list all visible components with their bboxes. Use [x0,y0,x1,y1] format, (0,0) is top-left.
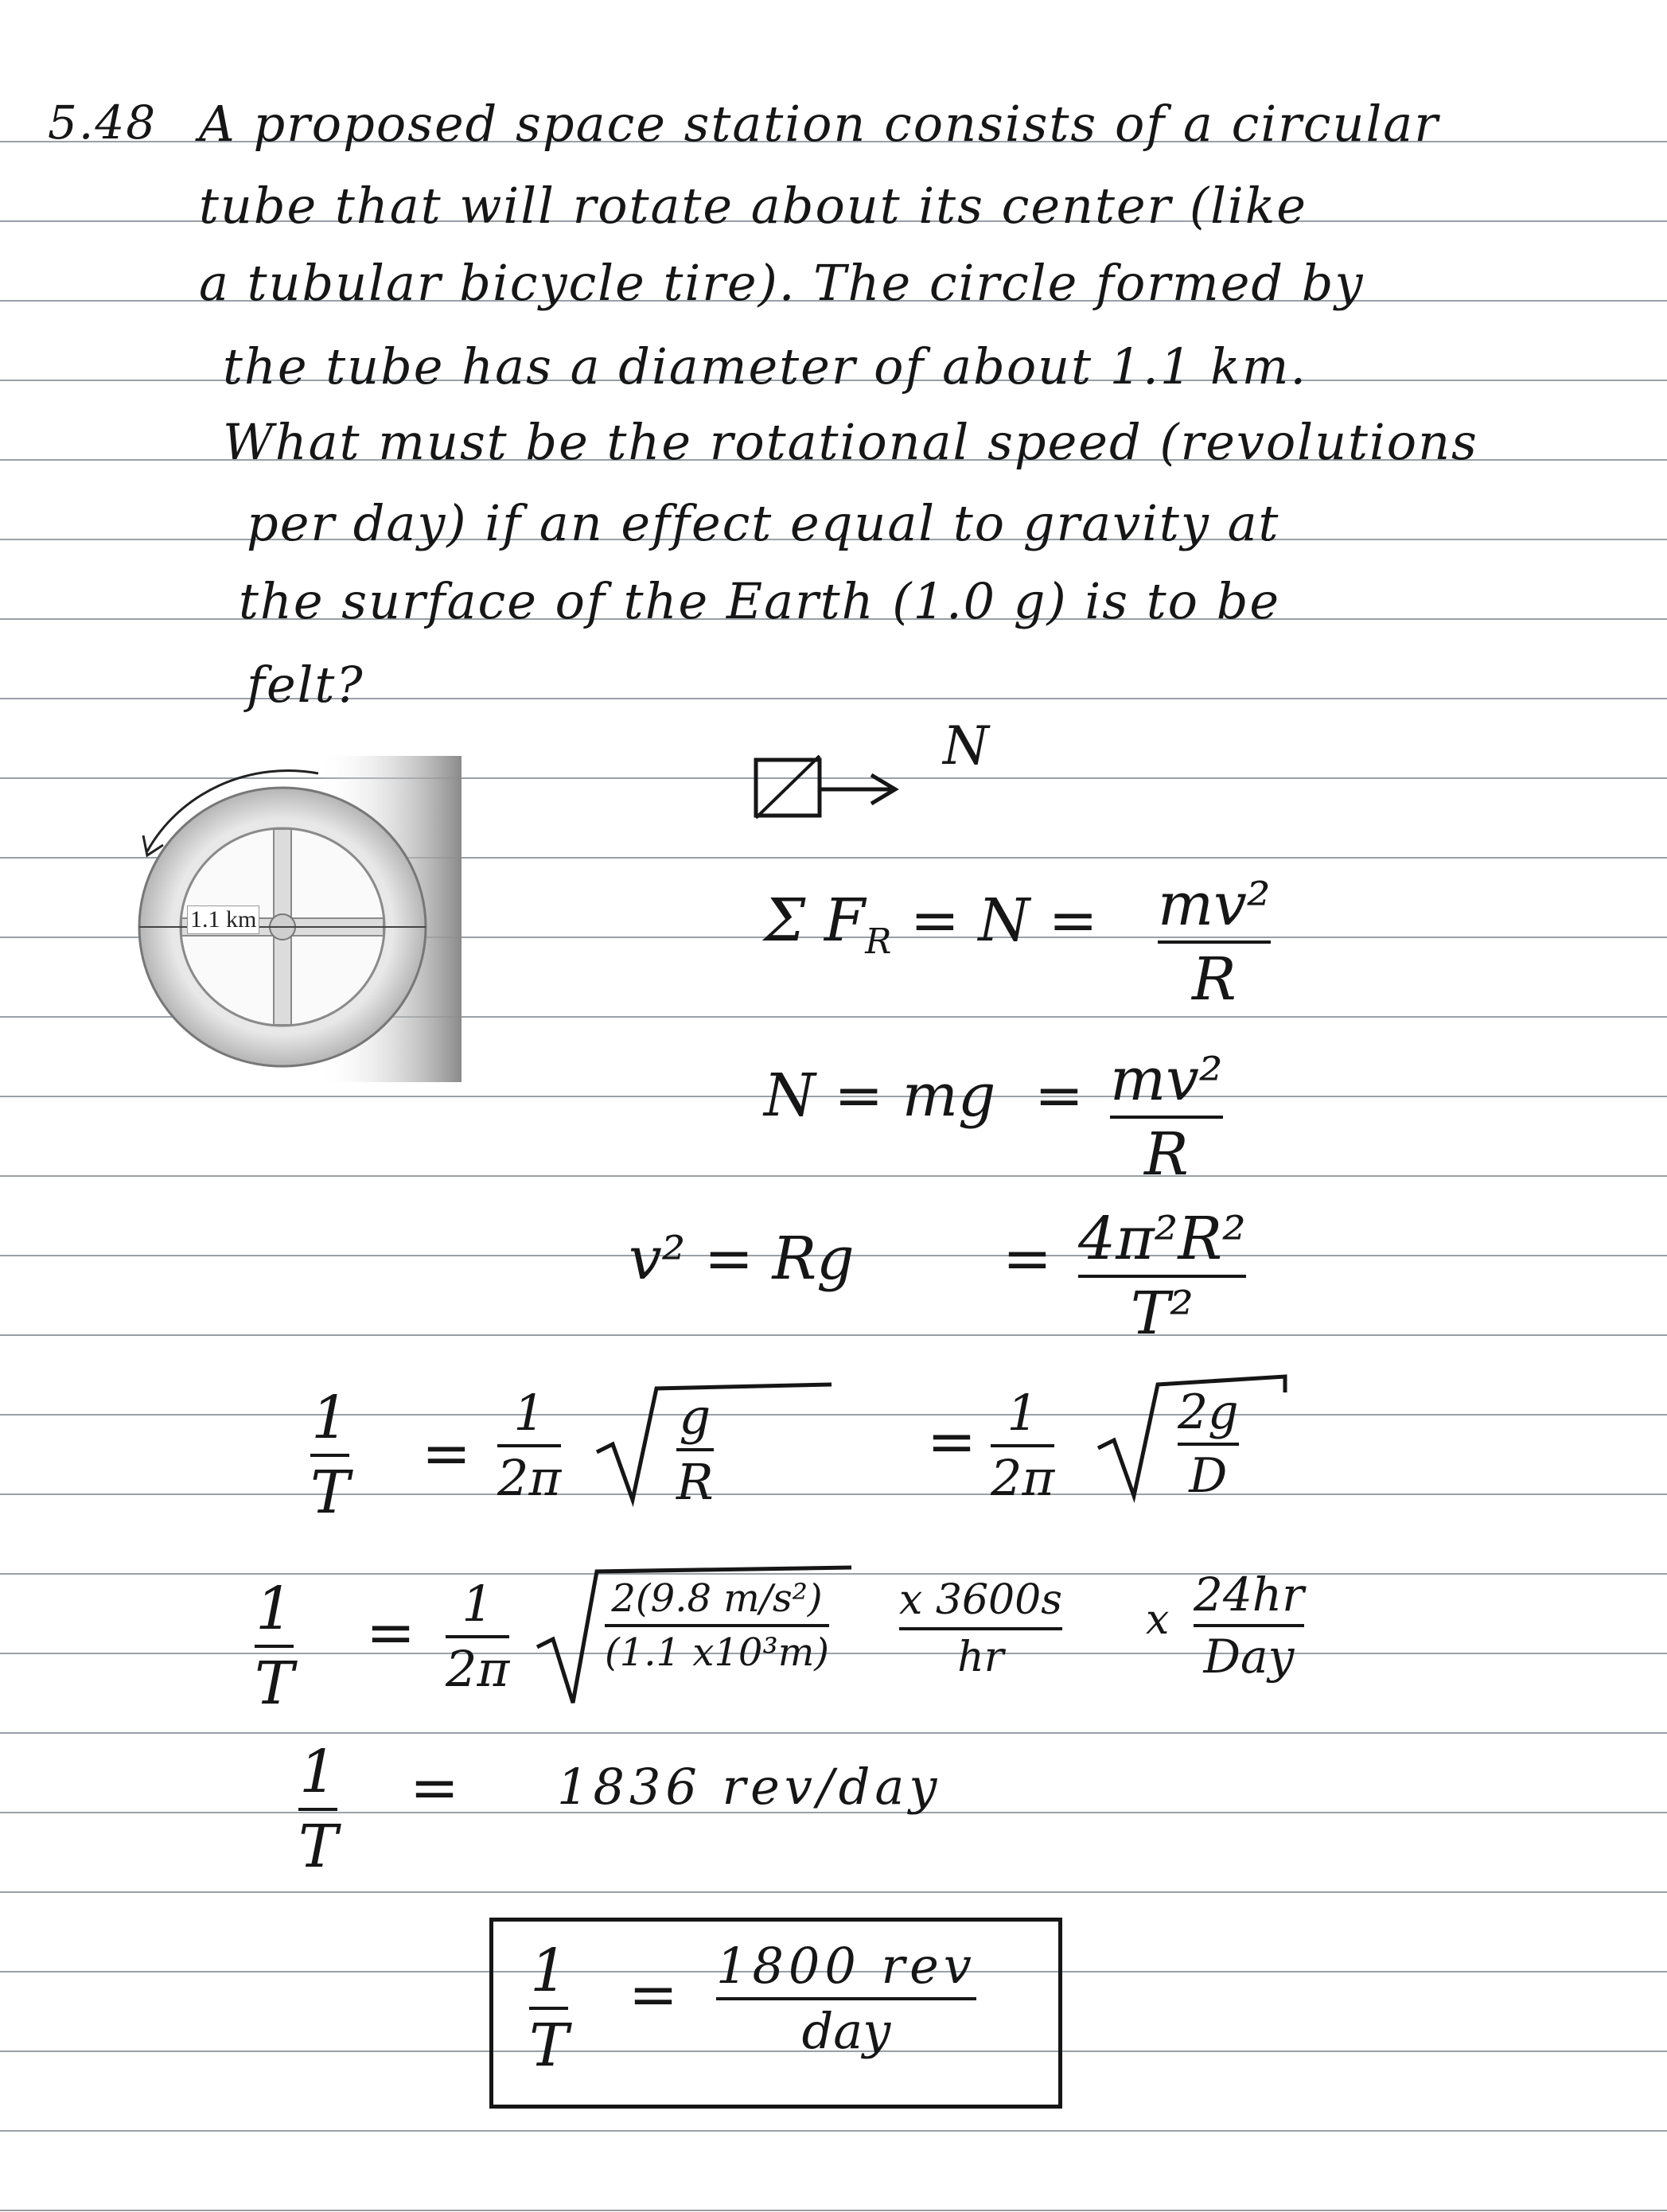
eq4-lhs-bar [310,1454,349,1457]
problem-line-8: felt? [247,656,364,714]
eq5-conversion-seconds-numerator: x 3600s [899,1576,1062,1624]
eq4-radicand-2-numerator: 2g [1178,1384,1239,1440]
eq1-subscript: R [865,921,892,962]
eq6-value: 1836 rev/day [557,1758,942,1816]
eq4-radicand-1-denominator: R [676,1453,714,1511]
eq5-conversion-hours-bar [1194,1624,1304,1627]
eq5-radicand-denominator: (1.1 x10³m) [605,1630,829,1675]
eq5-equals: = [366,1599,416,1667]
eq2-denominator: R [1143,1120,1189,1189]
problem-line-2: tube that will rotate about its center (like [199,177,1307,235]
space-station-ring [119,756,462,1082]
problem-number: 5.48 [48,95,158,150]
eq4-coef-1-numerator: 1 [513,1384,545,1442]
eq5-coef-denominator: 2π [446,1640,510,1698]
eq2-fraction [1110,1046,1223,1189]
eq1-denominator: R [1191,945,1237,1014]
eq4-coef-2-numerator: 1 [1007,1384,1038,1442]
eq4-coef-2-bar [991,1444,1054,1447]
eq4-coef-1-denominator: 2π [497,1449,562,1507]
fbd-strike [756,756,820,818]
eq4-radicand-1 [676,1388,714,1511]
eq5-conversion-seconds-bar [899,1627,1062,1630]
eq2-bar [1110,1116,1223,1119]
answer-bar [716,1997,976,2000]
answer-numerator: 1800 rev [716,1937,976,1995]
eq4-coef-1 [497,1384,562,1507]
eq4-equals-1: = [422,1419,472,1488]
eq5-coef-bar [446,1635,509,1638]
eq4-coef-1-bar [497,1444,561,1447]
problem-line-6: per day) if an effect equal to gravity at [247,494,1280,552]
eq3-denominator: T² [1130,1279,1194,1348]
answer-lhs-denominator: T [529,2011,569,2080]
eq5-coef [446,1575,510,1698]
eq4-coef-2-denominator: 2π [991,1449,1055,1507]
eq6-lhs-denominator: T [298,1813,338,1881]
eq1-sum-force [764,886,1098,962]
eq5-coef-numerator: 1 [462,1575,493,1633]
eq3-left: v² = Rg [629,1225,855,1293]
diameter-label: 1.1 km [187,905,259,934]
eq3-bar [1078,1275,1246,1278]
eq1-mid: = N = [909,886,1098,955]
eq5-times: x [1146,1596,1170,1644]
eq6-equals: = [410,1754,460,1822]
answer-lhs-numerator: 1 [530,1937,568,2005]
eq5-conversion-hours-numerator: 24hr [1194,1567,1304,1622]
answer-lhs [529,1937,569,2080]
answer-denominator: day [801,2002,891,2060]
eq2-equals: = [1034,1061,1085,1130]
eq4-radicand-2-denominator: D [1189,1448,1228,1504]
eq3-equals: = [1003,1225,1053,1293]
eq5-radicand [605,1576,829,1675]
eq1-bar [1158,940,1271,944]
problem-line-1: A proposed space station consists of a circular [199,95,1439,153]
problem-line-3: a tubular bicycle tire). The circle formed by [199,254,1365,312]
eq4-equals-2: = [927,1408,977,1476]
answer-value [716,1937,976,2060]
eq6-lhs-bar [298,1808,337,1811]
eq2-numerator: mv² [1110,1046,1223,1114]
eq5-radicand-bar [605,1624,829,1627]
eq4-lhs [310,1384,350,1527]
eq5-lhs-numerator: 1 [255,1575,294,1643]
eq4-radical-1 [593,1373,847,1511]
eq5-conversion-hours-denominator: Day [1203,1630,1295,1684]
eq1-left: Σ F [764,886,866,955]
eq6-lhs [298,1738,338,1881]
eq5-lhs-denominator: T [255,1649,294,1718]
eq1-numerator: mv² [1158,870,1271,939]
eq5-conversion-seconds [899,1576,1062,1681]
eq4-radicand-1-numerator: g [679,1388,711,1446]
eq4-lhs-denominator: T [310,1458,350,1527]
eq5-radicand-numerator: 2(9.8 m/s²) [611,1576,823,1621]
eq5-lhs [255,1575,294,1718]
eq3-numerator: 4π²R² [1078,1205,1246,1273]
eq5-conversion-seconds-denominator: hr [957,1634,1004,1681]
answer-lhs-bar [529,2007,568,2010]
eq5-conversion-hours [1194,1567,1304,1684]
problem-line-5: What must be the rotational speed (revolutions [223,413,1478,471]
fbd-arrow-label: N [943,715,989,777]
space-station-diagram [119,756,462,1082]
eq4-radicand-1-bar [676,1448,714,1451]
eq1-fraction [1158,870,1271,1014]
eq5-lhs-bar [255,1645,294,1648]
eq4-radicand-2-bar [1178,1443,1239,1446]
eq6-lhs-numerator: 1 [299,1738,337,1806]
eq4-lhs-numerator: 1 [311,1384,349,1452]
eq3-fraction [1078,1205,1246,1348]
answer-equals: = [629,1961,679,2029]
problem-line-4: the tube has a diameter of about 1.1 km. [223,337,1308,395]
problem-line-7: the surface of the Earth (1.0 g) is to be [239,572,1281,630]
eq4-coef-2 [991,1384,1055,1507]
eq2-left: N = mg [764,1061,996,1130]
eq4-radicand-2 [1178,1384,1239,1504]
